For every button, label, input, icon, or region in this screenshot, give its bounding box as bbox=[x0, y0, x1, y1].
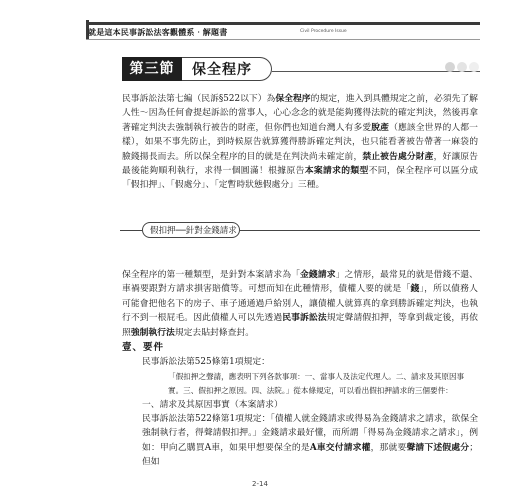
page-number: 2-14 bbox=[252, 480, 268, 488]
subheading-title: 假扣押──針對金錢請求 bbox=[150, 226, 237, 236]
running-header-subtitle: Civil Procedure Issue bbox=[300, 29, 347, 34]
intro-run: 脫產 bbox=[371, 122, 390, 133]
article-525-quote: 「假扣押之聲請，應表明下列各款事項：一、當事人及法定代理人。二、請求及其原因事實。三、假扣押之原因。四、法院。」從本條規定，可以看出假扣押請求的三個要件： bbox=[168, 372, 465, 396]
subheading-lead-rule bbox=[120, 230, 142, 231]
intro-run: 不同，保全程序可以區分成「假扣押」、「假處分」、「定暫時狀態假處分」三種。 bbox=[122, 166, 478, 191]
attachment-run: 規定聲請假扣押，等拿到裁定後，再依照 bbox=[122, 313, 478, 338]
attachment-run: 」之情形，最常見的就是借錢不還、車禍要跟對方請求損害賠償等。可想而知在此種情形，債權人要的就是「 bbox=[122, 270, 478, 295]
intro-run: 禁止被告處分財產 bbox=[362, 151, 434, 162]
running-header-title: 就是這本民事訴訟法客觀體系‧解題書 bbox=[88, 27, 228, 37]
requirements-intro bbox=[142, 355, 478, 369]
attachment-run: 規定去貼封條查封。 bbox=[174, 327, 254, 338]
intro-run: ，好讓原告最後能夠順利執行，求得一個圓滿！根據原告 bbox=[122, 151, 478, 177]
section-number: 第三節 bbox=[122, 57, 182, 81]
attachment-run: 保全程序的第一種類型，是針對本案請求為「 bbox=[122, 270, 301, 280]
subheading-rule bbox=[240, 230, 480, 231]
item-1-text-c: ，那就要 bbox=[370, 442, 407, 453]
attachment-run: 民事訴訟法 bbox=[282, 313, 327, 324]
intro-run: 的規定，進入到具體規定之前，必須先了解人性～因為任何會提起訴訟的當事人，心心念念的就是能夠獲得法院的確定判決，然後再拿著確定判決去強制執行被告的財產，但你們也知道台灣人有多愛 bbox=[122, 94, 478, 133]
header-top-rule bbox=[86, 22, 480, 25]
intro-run: （應該全世界的人都一樣），如果不事先防止，到時候原告就算獲得勝訴確定判決，也只能看著被告帶著一麻袋的臉錢揚長而去。所以保全程序的目的就是在判決尚未確定前， bbox=[122, 122, 478, 162]
decorative-dots-icon bbox=[444, 60, 480, 74]
item-1-text-d: ；但如 bbox=[142, 442, 478, 468]
attachment-run: 金錢請求 bbox=[300, 270, 336, 280]
attachment-run: 錢 bbox=[410, 284, 420, 295]
requirement-item-1-text bbox=[142, 412, 478, 470]
item-1-bold-b: 聲請下述假處分 bbox=[406, 442, 470, 453]
header-bottom-rule bbox=[86, 39, 480, 40]
item-1-text-b: 金錢請求最好懂，而所謂「得易為金錢請求之請求」，例如：甲向乙購買A車，如果甲想要保全的是 bbox=[142, 428, 478, 453]
item-1-bold-a: A車交付請求權 bbox=[309, 442, 371, 453]
intro-run: 保全程序 bbox=[275, 94, 311, 104]
attachment-run: 強制執行法 bbox=[130, 327, 175, 338]
attachment-paragraph bbox=[122, 268, 478, 340]
intro-run: 本案請求的類型 bbox=[304, 166, 369, 177]
article-522-text: 民事訴訟法第522條第1項規定：「債權人就金錢請求或得易為金錢請求之請求，欲保全強制執行者，得聲請假扣押。」 bbox=[142, 414, 478, 439]
requirement-item-1: 一、請求及其原因事實（本案請求） bbox=[142, 400, 283, 410]
intro-paragraph bbox=[122, 92, 478, 193]
requirements-intro-text: 民事訴訟法第525條第1項規定： bbox=[142, 357, 270, 367]
section-title: 保全程序 bbox=[192, 62, 252, 78]
attachment-run: 」，所以債務人可能會把他名下的房子、車子通通過戶給別人，讓債權人就算真的拿到勝訴確定判決，也執行不到一根屁毛。因此債權人可以先透過 bbox=[122, 284, 478, 324]
intro-run: 民事訴訟法第七編（民訴§522以下）為 bbox=[122, 94, 276, 104]
requirements-heading: 壹、要件 bbox=[122, 342, 165, 353]
